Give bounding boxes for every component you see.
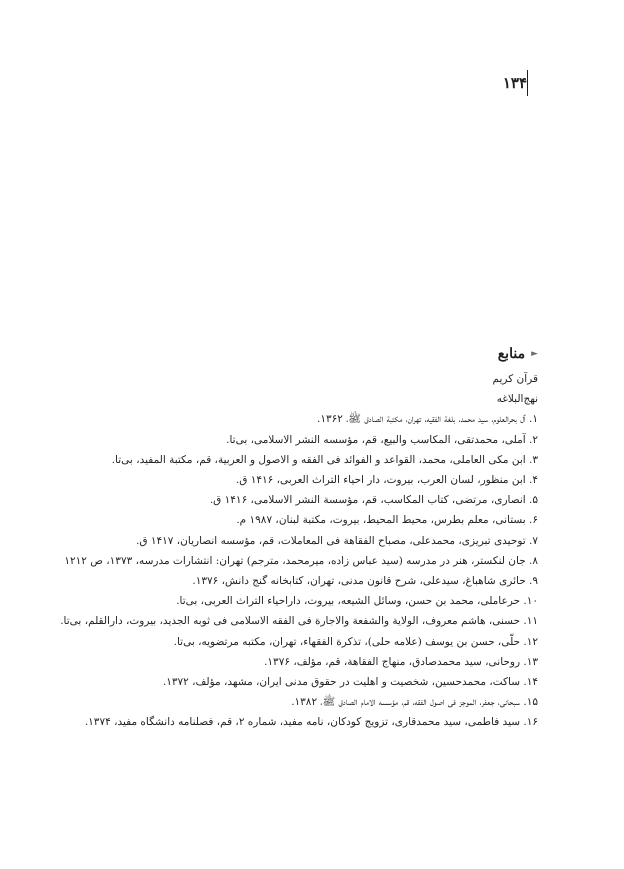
reference-item: ۱۱. حسنی، هاشم معروف، الولایة والشفعة والاجارة فی الفقه الاسلامی فی ثوبه الجدید، بیروت، دارالقلم، بی‌تا.: [60, 615, 538, 628]
reference-item: ۱. آل بحرالعلوم، سید محمد، بلغة الفقیه، تهران، مکتبة الصادق ﷺ، ۱۳۶۲.: [317, 413, 538, 426]
reference-item: ۱۲. حلّی، حسن بن یوسف (علامه حلی)، تذکرة الفقهاء، تهران، مکتبه مرتضویه، بی‌تا.: [173, 635, 538, 648]
triangle-marker-icon: ►: [531, 349, 538, 359]
reference-item: ۲. آملی، محمدتقی، المکاسب والبیع، قم، مؤسسه النشر الاسلامی، بی‌تا.: [226, 433, 538, 446]
reference-item: ۱۰. حرعاملی، محمد بن حسن، وسائل الشیعه، بیروت، داراحیاء التراث العربی، بی‌تا.: [176, 595, 538, 608]
page-number: ۱۳۴: [502, 74, 527, 92]
reference-item: ۱۳. روحانی، سید محمدصادق، منهاج الفقاهة، قم، مؤلف، ۱۳۷۶.: [264, 655, 538, 668]
reference-item: ۶. بستانی، معلم بطرس، محیط المحیط، بیروت، مکتبة لبنان، ۱۹۸۷ م.: [236, 514, 538, 527]
references-section: [18, 343, 538, 733]
reference-item: ۱۶. سید فاطمی، سید محمدقاری، تزویج کودکان، نامه مفید، شماره ۲، قم، فصلنامه دانشگاه مفید، ۱۳۷۴.: [84, 716, 538, 729]
reference-list: [18, 409, 538, 732]
section-heading: [18, 343, 538, 365]
header-divider: [527, 70, 528, 96]
reference-item: ۳. ابن مکی العاملی، محمد، القواعد و الفوائد فی الفقه و الاصول و العربیة، قم، مکتبة المفید، بی‌تا.: [111, 453, 538, 466]
reference-item: ۵. انصاری، مرتضی، کتاب المکاسب، قم، مؤسسة النشر الاسلامی، ۱۴۱۶ ق.: [209, 494, 538, 507]
page-header: [496, 72, 528, 94]
intro-line-nahj: نهج‌البلاغه: [496, 393, 538, 406]
reference-item: ۹. حائری شاهباغ، سیدعلی، شرح قانون مدنی، تهران، کتابخانه گنج دانش، ۱۳۷۶.: [192, 575, 538, 588]
reference-item: ۴. ابن منظور، لسان العرب، بیروت، دار احیاء التراث العربی، ۱۴۱۶ ق.: [235, 474, 538, 487]
reference-item: ۱۴. ساکت، محمدحسین، شخصیت و اهلیت در حقوق مدنی ایران، مشهد، مؤلف، ۱۳۷۲.: [162, 676, 538, 689]
section-title: منابع: [497, 346, 526, 362]
reference-item: ۷. توحیدی تبریزی، محمدعلی، مصباح الفقاهة فی المعاملات، قم، مؤسسه انصاریان، ۱۴۱۷ ق.: [136, 534, 538, 547]
reference-item: ۸. جان لنکستر، هنر در مدرسه (سید عباس زاده، میرمحمد، مترجم) تهران: انتشارات مدرسه، ۱۳۷۳، ص ۱۲۱۲: [64, 554, 538, 567]
intro-line-quran: قرآن کریم: [492, 373, 538, 385]
reference-item: ۱۵. سبحانی، جعفر، الموجز فی اصول الفقه، قم، مؤسسه الامام الصادق ﷺ، ۱۳۸۲.: [291, 696, 538, 709]
